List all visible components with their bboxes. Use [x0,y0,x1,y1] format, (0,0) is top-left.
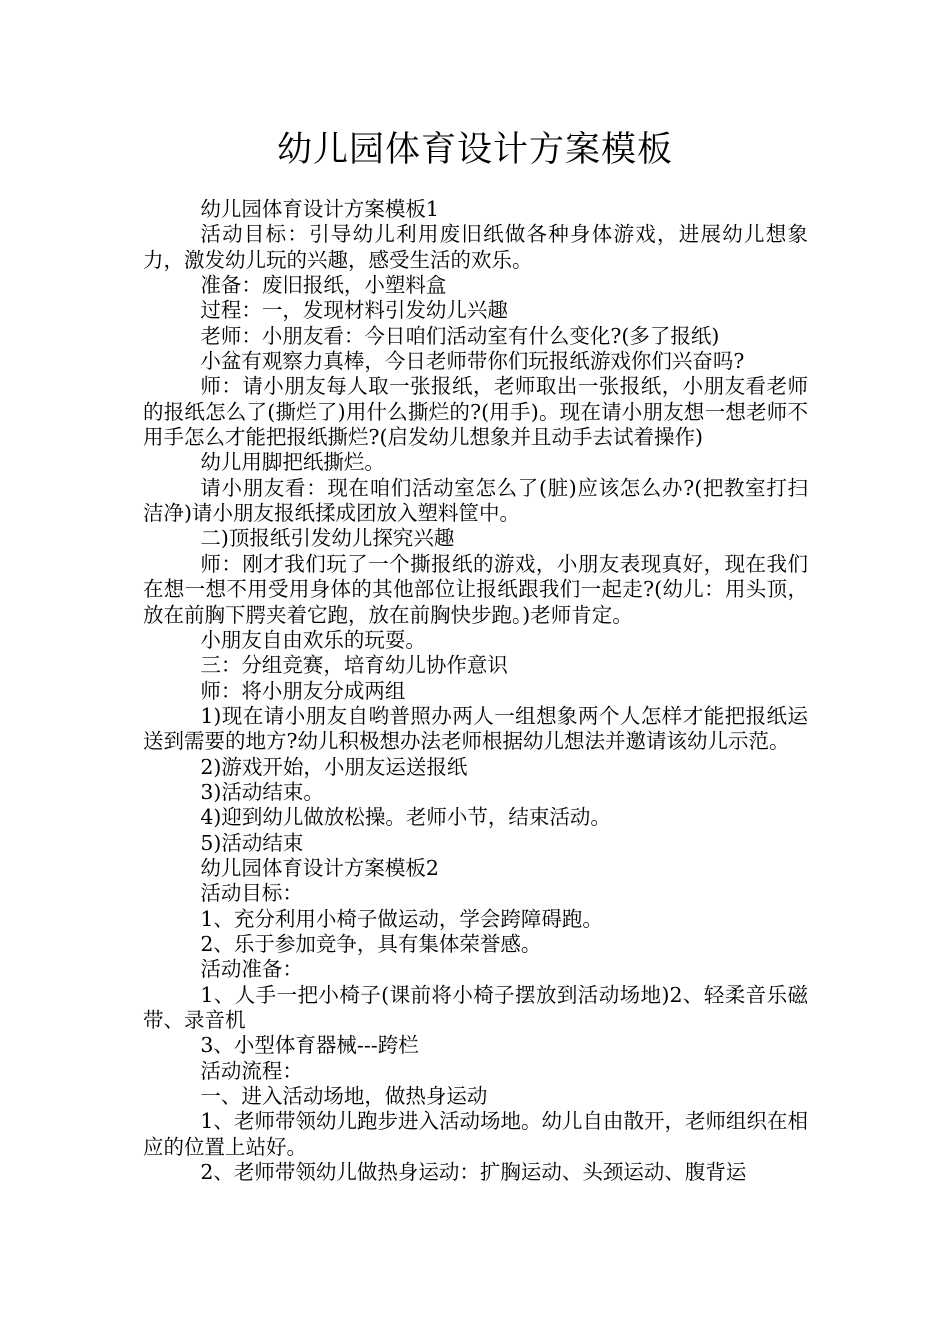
paragraph: 幼儿园体育设计方案模板1 [200,197,439,221]
document-title: 幼儿园体育设计方案模板 [276,130,673,170]
paragraph: 师：刚才我们玩了一个撕报纸的游戏，小朋友表现真好，现在我们在想一想不用受用身体的其他部位让报纸跟我们一起走?(幼儿：用头顶，放在前胸下腭夹着它跑，放在前胸快步跑。)老师肯定。 [143,551,808,627]
paragraph: 过程：一，发现材料引发幼儿兴趣 [200,298,508,323]
paragraph: 1、老师带领幼儿跑步进入活动场地。幼儿自由散开，老师组织在相应的位置上站好。 [143,1109,808,1159]
paragraph: 2、乐于参加竞争，具有集体荣誉感。 [200,931,542,956]
paragraph: 师：将小朋友分成两组 [200,678,406,703]
paragraph: 一、进入活动场地，做热身运动 [200,1084,488,1109]
paragraph: 5)活动结束 [200,830,304,855]
paragraph: 1)现在请小朋友自哟普照办两人一组想象两个人怎样才能把报纸运送到需要的地方?幼儿积极想办法老师根据幼儿想法并邀请该幼儿示范。 [143,703,808,754]
paragraph: 1、人手一把小椅子(课前将小椅子摆放到活动场地)2、轻柔音乐磁带、录音机 [143,982,808,1032]
paragraph: 3)活动结束。 [200,779,324,804]
paragraph: 幼儿用脚把纸撕烂。 [200,450,385,475]
paragraph: 活动目标：引导幼儿利用废旧纸做各种身体游戏，进展幼儿想象力，激发幼儿玩的兴趣，感受生活的欢乐。 [143,222,808,272]
paragraph: 准备：废旧报纸，小塑料盒 [200,273,447,298]
paragraph: 1、充分利用小椅子做运动，学会跨障碍跑。 [200,906,603,931]
paragraph: 活动流程： [200,1058,303,1083]
paragraph: 2)游戏开始，小朋友运送报纸 [200,754,468,779]
paragraph: 2、老师带领幼儿做热身运动：扩胸运动、头颈运动、腹背运 [200,1160,747,1185]
paragraph: 三：分组竞赛，培育幼儿协作意识 [200,653,508,678]
paragraph: 小朋友自由欢乐的玩耍。 [200,627,426,652]
document-body [143,197,808,1185]
paragraph: 3、小型体育器械---跨栏 [200,1033,419,1058]
paragraph: 二)顶报纸引发幼儿探究兴趣 [200,526,455,551]
paragraph: 活动准备： [200,957,303,982]
paragraph: 老师：小朋友看：今日咱们活动室有什么变化?(多了报纸) [200,323,720,348]
paragraph: 活动目标： [200,881,303,906]
paragraph: 小盆有观察力真棒，今日老师带你们玩报纸游戏你们兴奋吗? [200,349,745,374]
paragraph: 幼儿园体育设计方案模板2 [200,855,439,880]
paragraph: 4)迎到幼儿做放松操。老师小节，结束活动。 [200,805,611,830]
paragraph: 请小朋友看：现在咱们活动室怎么了(脏)应该怎么办?(把教室打扫洁净)请小朋友报纸揉成团放入塑料筐中。 [143,475,808,526]
paragraph: 师：请小朋友每人取一张报纸，老师取出一张报纸，小朋友看老师的报纸怎么了(撕烂了)用什么撕烂的?(用手)。现在请小朋友想一想老师不用手怎么才能把报纸撕烂?(启发幼儿想象并且动手去试着操作) [143,374,808,450]
